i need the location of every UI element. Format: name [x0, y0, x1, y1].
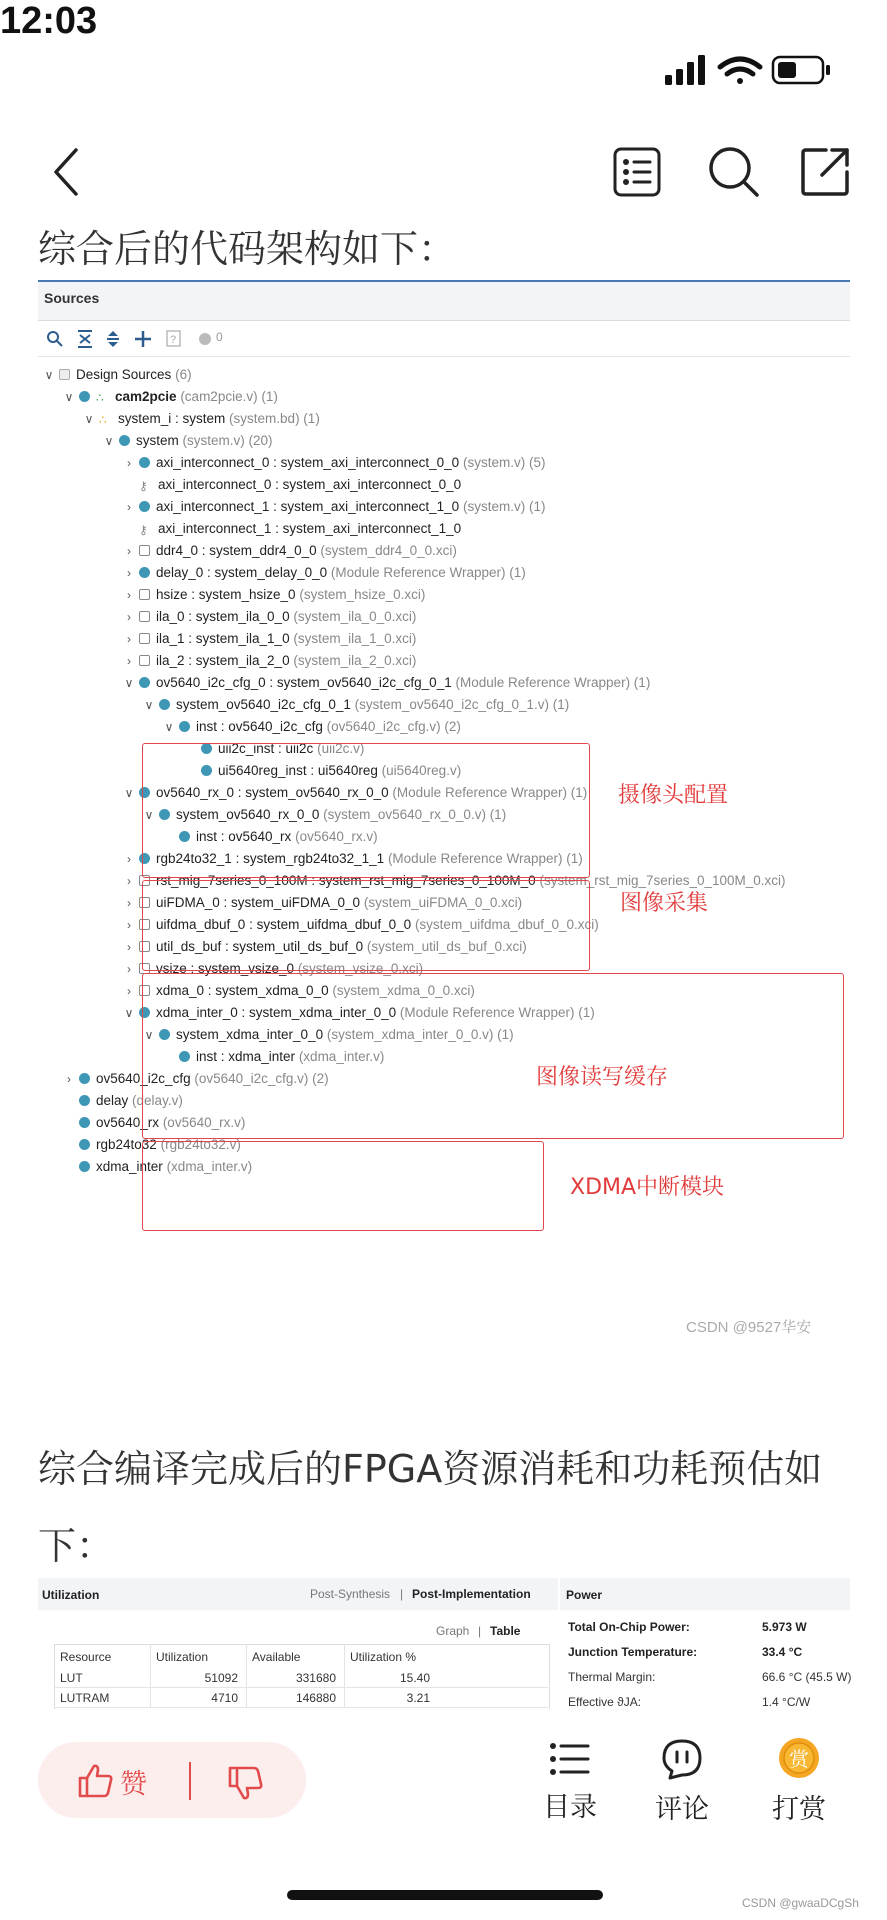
- chevron-right-icon[interactable]: ›: [127, 962, 131, 976]
- tree-row-meta: (system_util_ds_buf_0.xci): [366, 939, 527, 954]
- view-table: Table: [490, 1624, 521, 1638]
- tree-row-meta: (system_ddr4_0_0.xci): [320, 543, 457, 558]
- tree-row-name: rgb24to32: [96, 1137, 157, 1152]
- annotation-image-rw-cache: 图像读写缓存: [536, 1065, 669, 1090]
- power-label: Junction Temperature:: [568, 1645, 698, 1659]
- tree-row-meta: (ov5640_i2c_cfg.v) (2): [194, 1071, 329, 1086]
- chevron-down-icon[interactable]: ∨: [144, 698, 154, 712]
- tree-row-name: uifdma_dbuf_0 : system_uifdma_dbuf_0_0: [156, 917, 412, 932]
- article-heading-2-line1: 综合编译完成后的FPGA资源消耗和功耗预估如: [38, 1447, 823, 1491]
- tree-row-meta: (delay.v): [132, 1093, 183, 1108]
- module-dot-icon: [79, 1161, 90, 1172]
- tree-row-name: ila_0 : system_ila_0_0: [156, 609, 290, 624]
- ip-core-icon: [139, 655, 150, 666]
- battery-icon: [773, 57, 830, 83]
- chevron-down-icon[interactable]: ∨: [104, 434, 114, 448]
- annotation-image-capture: 图像采集: [620, 891, 709, 916]
- tree-row-name: inst : xdma_inter: [196, 1049, 296, 1064]
- chevron-right-icon[interactable]: ›: [127, 544, 131, 558]
- chevron-right-icon[interactable]: ›: [127, 896, 131, 910]
- tree-row-name: ui5640reg_inst : ui5640reg: [218, 763, 378, 778]
- module-dot-icon: [139, 567, 150, 578]
- tree-row-name: ila_2 : system_ila_2_0: [156, 653, 290, 668]
- catalog-label: 目录: [543, 1792, 597, 1823]
- module-dot-icon: [179, 721, 190, 732]
- chevron-down-icon[interactable]: ∨: [144, 1028, 154, 1042]
- annotation-box-image-capture: [142, 880, 590, 971]
- chevron-down-icon[interactable]: ∨: [124, 676, 134, 690]
- tree-row-meta: (xdma_inter.v): [298, 1049, 385, 1064]
- power-value: 5.973 W: [762, 1620, 807, 1634]
- sources-toolbar: [38, 320, 850, 357]
- chevron-down-icon[interactable]: ∨: [64, 390, 74, 404]
- power-title: Power: [566, 1588, 603, 1602]
- home-indicator[interactable]: [287, 1890, 603, 1900]
- annotation-box-camera-config: [142, 743, 590, 878]
- tree-row-name: rgb24to32_1 : system_rgb24to32_1_1: [156, 851, 385, 866]
- sources-header: [38, 280, 850, 321]
- chevron-down-icon[interactable]: ∨: [84, 412, 94, 426]
- chevron-right-icon[interactable]: ›: [127, 852, 131, 866]
- wifi-icon: [720, 59, 760, 84]
- annotation-xdma-interrupt: XDMA中断模块: [570, 1175, 725, 1200]
- power-label: Effective ϑJA:: [568, 1695, 642, 1709]
- tree-row-meta: (uii2c.v): [317, 741, 365, 756]
- tree-row-name: system_i : system: [118, 411, 226, 426]
- annotation-camera-config: 摄像头配置: [618, 783, 729, 808]
- chevron-right-icon[interactable]: ›: [127, 566, 131, 580]
- tree-row-name: cam2pcie: [115, 389, 177, 404]
- module-dot-icon: [159, 699, 170, 710]
- annotation-box-image-rw-cache: [142, 973, 844, 1139]
- toolbar-count: 0: [216, 330, 223, 344]
- tree-row-meta: (system_hsize_0.xci): [299, 587, 426, 602]
- tree-row-name: util_ds_buf : system_util_ds_buf_0: [156, 939, 364, 954]
- utilization-cell: 331680: [295, 1671, 336, 1685]
- reward-button[interactable]: [764, 1736, 834, 1826]
- help-icon: [166, 330, 182, 348]
- tab-post-synthesis: Post-Synthesis: [310, 1587, 391, 1601]
- utilization-header-bg: [54, 1644, 548, 1666]
- utilization-cell: 3.21: [406, 1691, 430, 1705]
- share-icon[interactable]: [800, 146, 852, 198]
- module-dot-icon: [79, 1095, 90, 1106]
- power-panel-image: [560, 1578, 850, 1708]
- utilization-cell: LUT: [60, 1671, 83, 1685]
- tree-row-meta: (ov5640_rx.v): [162, 1115, 246, 1130]
- module-dot-icon: [79, 1073, 90, 1084]
- chevron-right-icon[interactable]: ›: [67, 1072, 71, 1086]
- back-icon[interactable]: [48, 146, 82, 198]
- power-value: 33.4 °C: [762, 1645, 803, 1659]
- block-design-icon: ∴: [99, 413, 107, 427]
- tree-row-meta: (Module Reference Wrapper) (1): [387, 851, 583, 866]
- menu-list-icon: [548, 1740, 592, 1778]
- article-heading-2-line2: 下：: [38, 1524, 115, 1568]
- tree-row-name: hsize : system_hsize_0: [156, 587, 296, 602]
- like-label[interactable]: 赞: [120, 1769, 147, 1800]
- tree-row-name: xdma_inter: [96, 1159, 163, 1174]
- tree-row-meta: (ov5640_i2c_cfg.v) (2): [326, 719, 461, 734]
- thumbs-up-icon[interactable]: [76, 1762, 114, 1800]
- ip-core-icon: [139, 611, 150, 622]
- status-dot-icon: [198, 332, 212, 346]
- utilization-row-line: [54, 1707, 548, 1708]
- tree-row-meta: (system_ila_0_0.xci): [293, 609, 417, 624]
- module-dot-icon: [139, 457, 150, 468]
- tree-row-name: delay_0 : system_delay_0_0: [156, 565, 328, 580]
- utilization-header: [38, 1578, 558, 1610]
- tree-row-meta: (system_uifdma_dbuf_0_0.xci): [414, 917, 599, 932]
- utilization-cell: 51092: [204, 1671, 238, 1685]
- tree-row-name: inst : ov5640_i2c_cfg: [196, 719, 323, 734]
- tree-row-meta: (ov5640_rx.v): [295, 829, 378, 844]
- collapse-all-icon: [76, 329, 94, 349]
- search-icon[interactable]: [706, 144, 762, 200]
- tree-row-meta: (Module Reference Wrapper) (1): [399, 1005, 595, 1020]
- chevron-right-icon[interactable]: ›: [127, 456, 131, 470]
- csdn-watermark: CSDN @9527华安: [686, 1319, 812, 1336]
- search-icon: [46, 330, 64, 348]
- tree-row-name: system_xdma_inter_0_0: [176, 1027, 324, 1042]
- tree-row-name: system: [136, 433, 179, 448]
- utilization-column-header: Resource: [60, 1650, 112, 1664]
- expand-all-icon: [104, 329, 122, 349]
- article-heading-1: 综合后的代码架构如下：: [38, 227, 457, 271]
- tree-row-name: inst : ov5640_rx: [196, 829, 292, 844]
- reward-badge-text: 赏: [789, 1747, 809, 1771]
- tree-row-name: ila_1 : system_ila_1_0: [156, 631, 290, 646]
- chevron-right-icon[interactable]: ›: [127, 874, 131, 888]
- reward-coin-icon: [776, 1736, 822, 1780]
- tree-row-name: ov5640_i2c_cfg_0 : system_ov5640_i2c_cfg_0_1: [156, 675, 452, 690]
- cellular-signal-icon: [665, 55, 705, 85]
- tree-row-meta: (cam2pcie.v) (1): [180, 389, 278, 404]
- power-header: [560, 1578, 850, 1610]
- key-icon: ⚷: [139, 523, 148, 537]
- module-dot-icon: [79, 1139, 90, 1150]
- chevron-right-icon[interactable]: ›: [127, 984, 131, 998]
- tree-row-name: ov5640_rx_0 : system_ov5640_rx_0_0: [156, 785, 389, 800]
- tree-row-meta: (system.bd) (1): [229, 411, 320, 426]
- power-value: 66.6 °C (45.5 W): [762, 1670, 852, 1684]
- tree-row-name: axi_interconnect_0 : system_axi_interconnect_0_0: [158, 477, 462, 492]
- svg-text:?: ?: [170, 334, 177, 346]
- chevron-right-icon[interactable]: ›: [127, 588, 131, 602]
- chevron-right-icon[interactable]: ›: [127, 610, 131, 624]
- tree-row-meta: (Module Reference Wrapper) (1): [330, 565, 526, 580]
- tree-row-meta: (Module Reference Wrapper) (1): [455, 675, 651, 690]
- utilization-panel-image: [38, 1578, 558, 1708]
- tree-row-meta: (system_ov5640_rx_0_0.v) (1): [323, 807, 507, 822]
- ip-core-icon: [139, 633, 150, 644]
- tree-row-name: uii2c_inst : uii2c: [218, 741, 314, 756]
- chevron-right-icon[interactable]: ›: [127, 940, 131, 954]
- tab-separator: |: [400, 1587, 404, 1601]
- catalog-list-icon[interactable]: [612, 146, 662, 198]
- status-time: 12:03: [0, 0, 98, 42]
- tree-row-meta: (system_rst_mig_7series_0_100M_0.xci): [539, 873, 786, 888]
- tree-row-meta: (system_ila_1_0.xci): [293, 631, 417, 646]
- utilization-col-line: [246, 1644, 247, 1708]
- reward-label: 打赏: [772, 1794, 826, 1825]
- tree-row-name: axi_interconnect_0 : system_axi_interconnect_0_0: [156, 455, 460, 470]
- tree-row-meta: (system_uiFDMA_0_0.xci): [363, 895, 523, 910]
- footer-watermark: CSDN @gwaaDCgSh: [742, 1896, 859, 1910]
- chevron-right-icon[interactable]: ›: [127, 500, 131, 514]
- comment-button[interactable]: [650, 1738, 714, 1826]
- module-dot-icon: [139, 501, 150, 512]
- view-graph: Graph: [436, 1624, 470, 1638]
- tree-row-name: delay: [96, 1093, 129, 1108]
- tree-row-name: axi_interconnect_1 : system_axi_interconnect_1_0: [158, 521, 462, 536]
- tree-row-meta: (6): [175, 367, 192, 382]
- hierarchy-icon: ∴: [96, 391, 104, 405]
- like-dislike-pill: [38, 1742, 306, 1818]
- utilization-grid: [54, 1644, 548, 1708]
- module-dot-icon: [119, 435, 130, 446]
- utilization-row-line: [54, 1687, 548, 1688]
- module-dot-icon: [79, 1117, 90, 1128]
- utilization-title: Utilization: [42, 1588, 100, 1602]
- tab-post-implementation: Post-Implementation: [412, 1587, 531, 1601]
- chevron-down-icon[interactable]: ∨: [144, 808, 154, 822]
- folder-icon: [59, 369, 70, 380]
- tree-row-meta: (system_vsize_0.xci): [297, 961, 424, 976]
- tree-row-meta: (system.v) (5): [462, 455, 546, 470]
- tree-row-name: ov5640_i2c_cfg: [96, 1071, 191, 1086]
- tree-row-name: ddr4_0 : system_ddr4_0_0: [156, 543, 317, 558]
- utilization-cell: 4710: [211, 1691, 238, 1705]
- tree-row-name: xdma_0 : system_xdma_0_0: [156, 983, 329, 998]
- tree-row-name: ov5640_rx: [96, 1115, 160, 1130]
- status-icons: [665, 53, 835, 87]
- tree-row-meta: (system_ila_2_0.xci): [293, 653, 417, 668]
- pill-divider: [189, 1762, 191, 1800]
- tree-row-meta: (xdma_inter.v): [166, 1159, 253, 1174]
- key-icon: ⚷: [139, 479, 148, 493]
- comment-bubble-icon: [660, 1738, 704, 1780]
- sources-panel-image: [38, 280, 850, 1360]
- tree-row-meta: (system_xdma_0_0.xci): [332, 983, 475, 998]
- tree-row-meta: (system.v) (20): [182, 433, 273, 448]
- chevron-down-icon[interactable]: ∨: [124, 1006, 134, 1020]
- chevron-right-icon[interactable]: ›: [127, 632, 131, 646]
- tree-row-name: axi_interconnect_1 : system_axi_interconnect_1_0: [156, 499, 460, 514]
- module-dot-icon: [139, 677, 150, 688]
- chevron-down-icon[interactable]: ∨: [164, 720, 174, 734]
- tree-row-name: uiFDMA_0 : system_uiFDMA_0_0: [156, 895, 361, 910]
- add-icon: [134, 329, 152, 349]
- chevron-down-icon[interactable]: ∨: [124, 786, 134, 800]
- tree-row-meta: (rgb24to32.v): [160, 1137, 241, 1152]
- thumbs-down-icon[interactable]: [226, 1764, 264, 1802]
- comment-label: 评论: [655, 1794, 709, 1825]
- tree-row-name: xdma_inter_0 : system_xdma_inter_0_0: [156, 1005, 397, 1020]
- power-label: Thermal Margin:: [568, 1670, 656, 1684]
- utilization-column-header: Available: [252, 1650, 301, 1664]
- utilization-cell: 15.40: [399, 1671, 430, 1685]
- chevron-right-icon[interactable]: ›: [127, 654, 131, 668]
- utilization-column-header: Utilization %: [350, 1650, 417, 1664]
- tree-row-name: Design Sources: [76, 367, 172, 382]
- utilization-cell: LUTRAM: [60, 1691, 110, 1705]
- power-label: Total On-Chip Power:: [568, 1620, 690, 1634]
- utilization-column-header: Utilization: [156, 1650, 209, 1664]
- utilization-cell: 146880: [295, 1691, 336, 1705]
- ip-core-icon: [139, 545, 150, 556]
- tree-row-meta: (system_xdma_inter_0_0.v) (1): [326, 1027, 514, 1042]
- tree-row-meta: (Module Reference Wrapper) (1): [392, 785, 588, 800]
- tree-row-name: vsize : system_vsize_0: [156, 961, 295, 976]
- tree-row-meta: (system_ov5640_i2c_cfg_0_1.v) (1): [354, 697, 570, 712]
- tree-row-name: system_ov5640_rx_0_0: [176, 807, 320, 822]
- tree-row-name: rst_mig_7series_0_100M : system_rst_mig_7series_0_100M_0: [156, 873, 536, 888]
- tree-row-meta: (ui5640reg.v): [381, 763, 462, 778]
- tree-row-meta: (system.v) (1): [462, 499, 546, 514]
- utilization-col-line: [344, 1644, 345, 1708]
- sources-title: Sources: [44, 290, 100, 306]
- top-module-dot-icon: [79, 391, 90, 402]
- power-value: 1.4 °C/W: [762, 1695, 811, 1709]
- annotation-box-xdma-interrupt: [142, 1141, 544, 1231]
- chevron-right-icon[interactable]: ›: [127, 918, 131, 932]
- catalog-button[interactable]: [538, 1740, 602, 1824]
- tree-row-name: system_ov5640_i2c_cfg_0_1: [176, 697, 351, 712]
- utilization-col-line: [150, 1644, 151, 1708]
- ip-core-icon: [139, 589, 150, 600]
- view-separator: |: [478, 1624, 482, 1638]
- chevron-down-icon[interactable]: ∨: [44, 368, 54, 382]
